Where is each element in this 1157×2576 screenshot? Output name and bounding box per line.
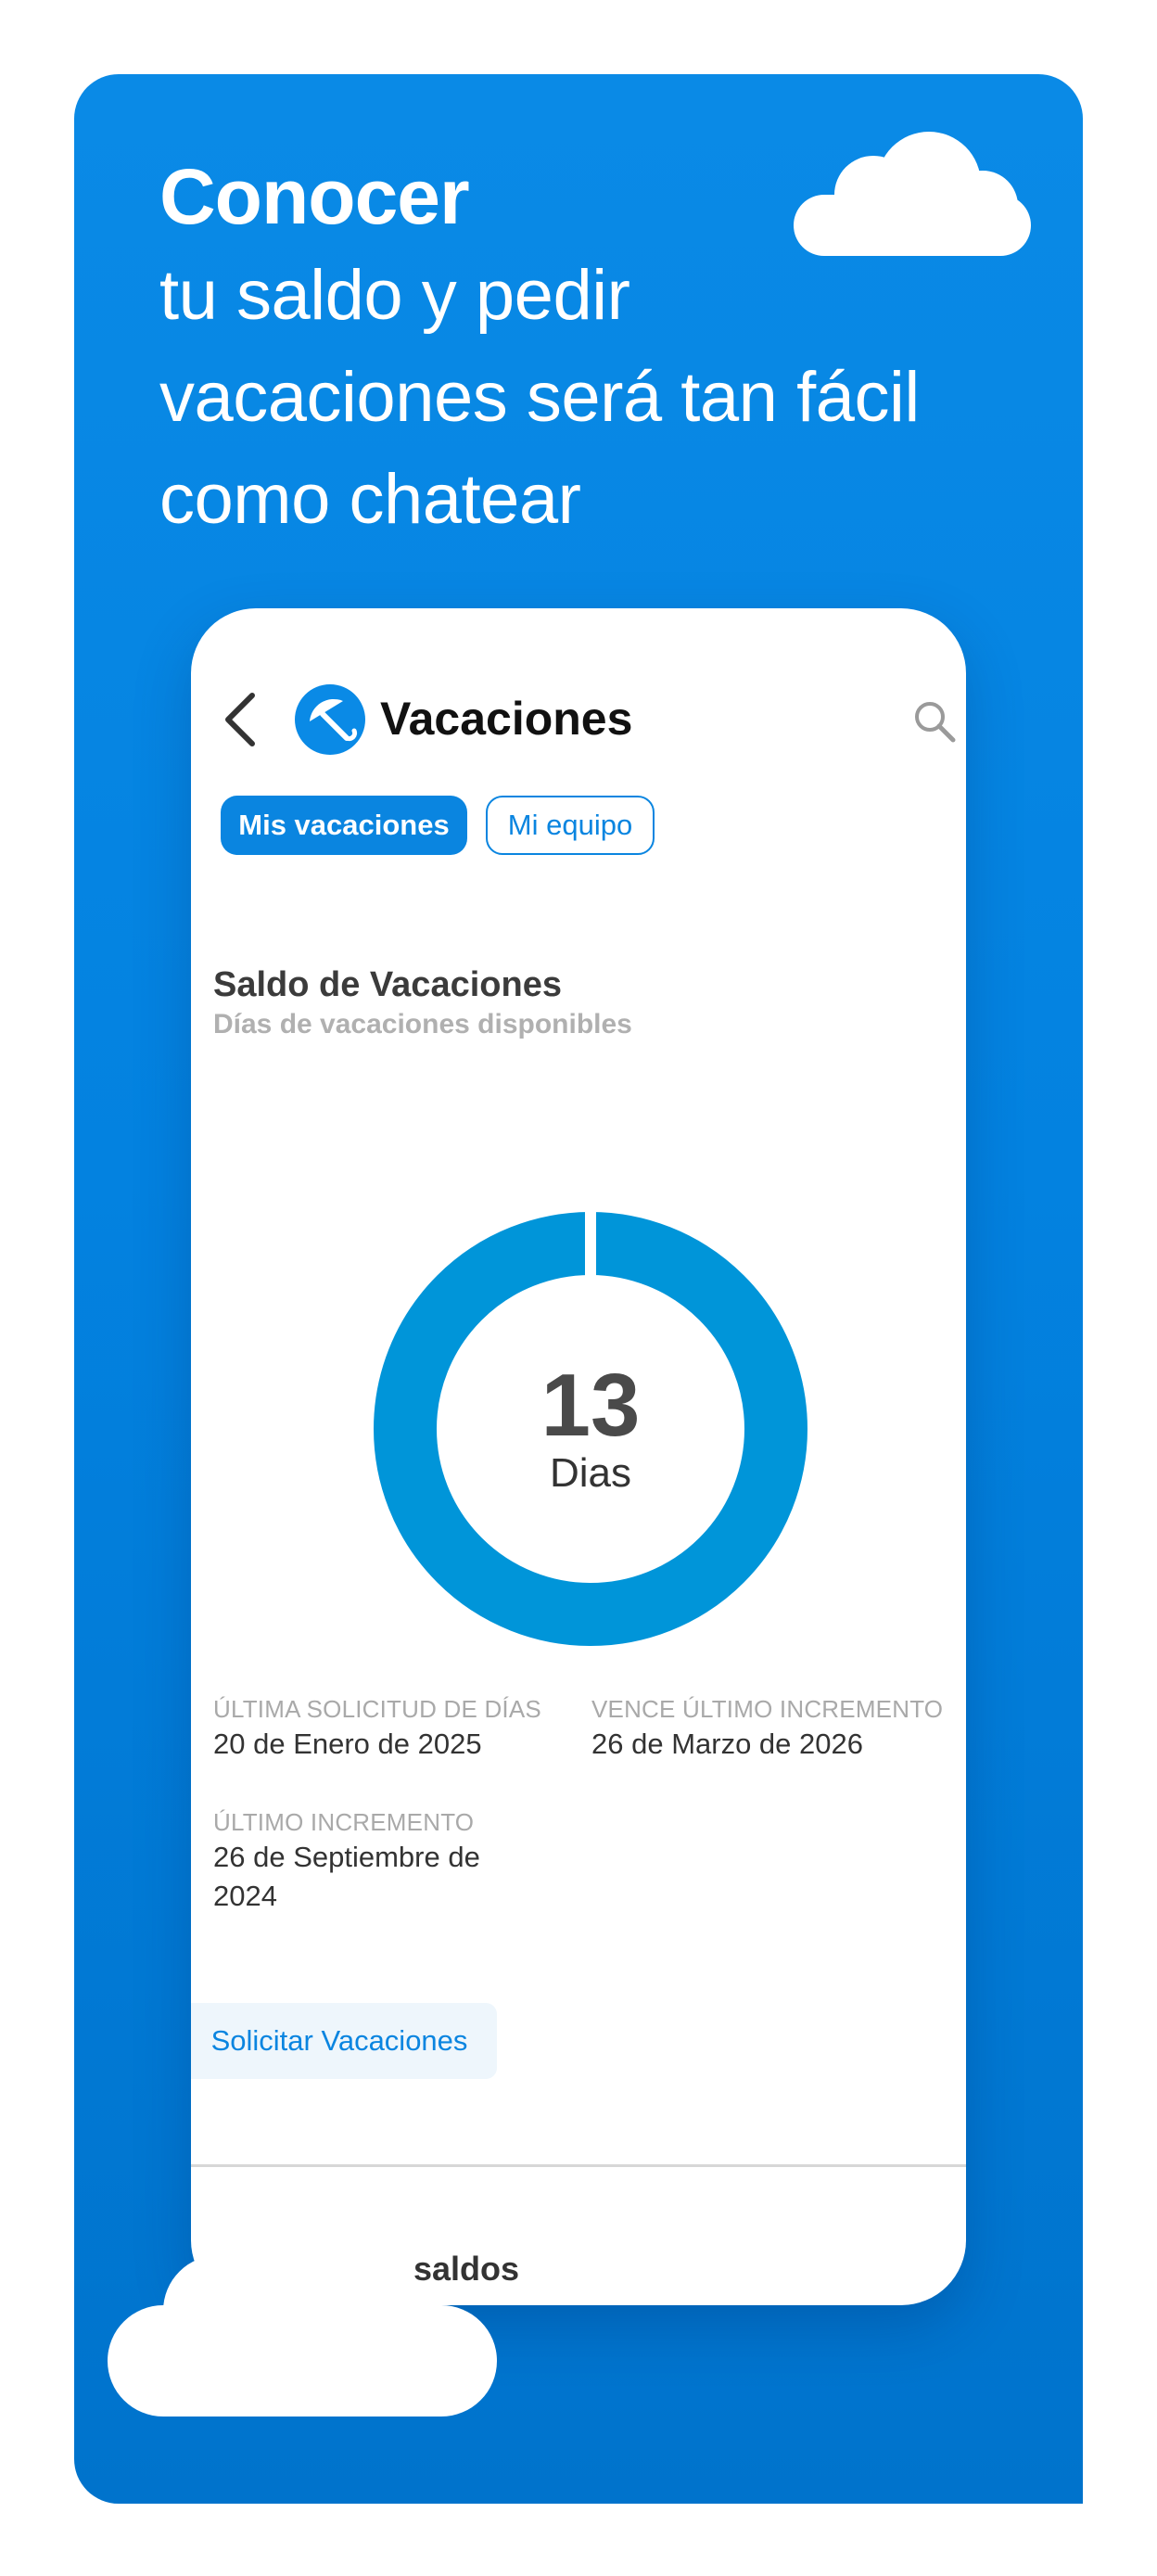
tab-my-team[interactable]: Mi equipo (486, 796, 655, 855)
last-request-value: 20 de Enero de 2025 (213, 1728, 482, 1760)
umbrella-icon (295, 684, 365, 755)
page-title: Vacaciones (380, 693, 633, 745)
cloud-top-icon (790, 130, 1035, 260)
expires-value: 26 de Marzo de 2026 (591, 1728, 863, 1760)
balance-days-value: 13 (540, 1356, 641, 1455)
tab-my-vacations[interactable]: Mis vacaciones (221, 796, 467, 855)
last-increment-label: ÚLTIMO INCREMENTO (213, 1808, 475, 1836)
headline-line-4: como chatear (159, 460, 581, 539)
divider (191, 2164, 966, 2167)
phone-screen (191, 608, 966, 2305)
donut-gap (585, 1211, 596, 1278)
chevron-left-icon[interactable] (219, 690, 260, 749)
balance-days-unit: Dias (549, 1450, 632, 1496)
next-section-title: saldos (413, 2250, 520, 2288)
last-increment-value: 26 de Septiembre de 2024 (213, 1841, 480, 1912)
headline-line-2: tu saldo y pedir (159, 256, 630, 335)
balance-title: Saldo de Vacaciones (213, 965, 562, 1004)
app-header (191, 673, 966, 766)
balance-subtitle: Días de vacaciones disponibles (213, 1009, 632, 1039)
headline-line-3: vacaciones será tan fácil (159, 358, 920, 437)
expires-label: VENCE ÚLTIMO INCREMENTO (591, 1695, 944, 1723)
cloud-bottom-icon (108, 2250, 497, 2418)
request-vacation-button[interactable]: Solicitar Vacaciones (191, 2003, 497, 2079)
search-icon[interactable] (912, 699, 957, 744)
headline-line-1: Conocer (159, 153, 469, 240)
last-request-label: ÚLTIMA SOLICITUD DE DÍAS (213, 1695, 541, 1723)
